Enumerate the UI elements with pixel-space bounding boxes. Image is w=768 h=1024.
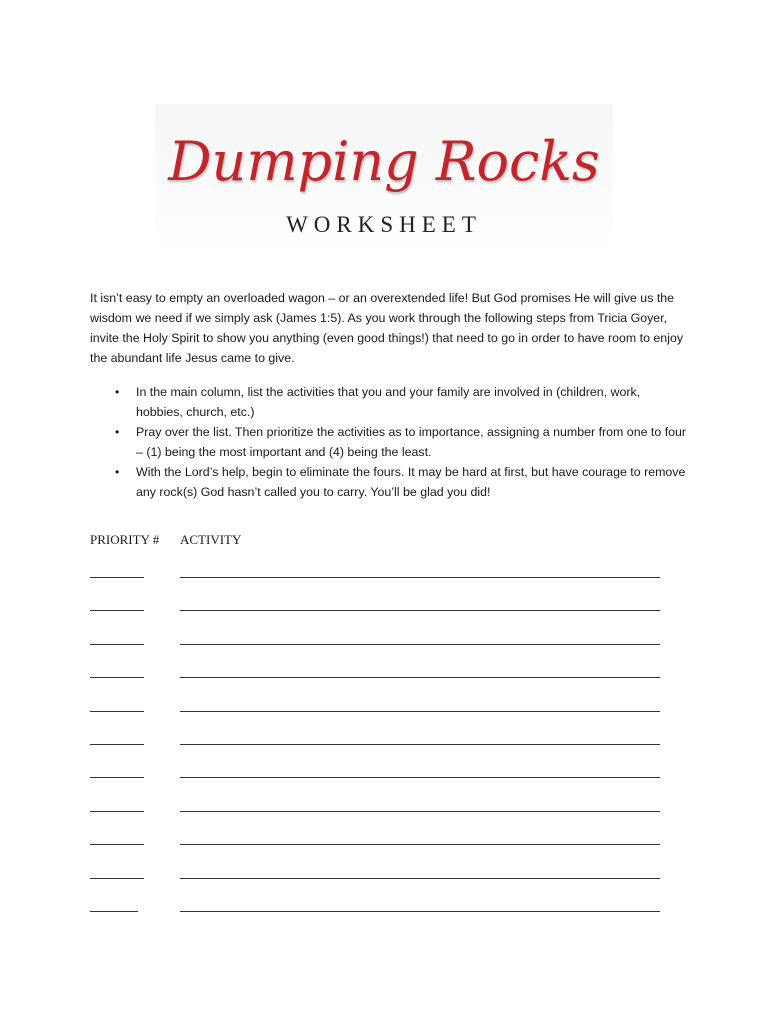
priority-blank[interactable]: [90, 577, 144, 578]
fill-in-row: [90, 869, 670, 902]
worksheet-header: [155, 104, 613, 256]
priority-blank[interactable]: [90, 911, 138, 912]
priority-blank[interactable]: [90, 844, 144, 845]
step-item: [90, 462, 690, 502]
steps-list: [90, 382, 690, 502]
activity-blank[interactable]: [180, 878, 660, 879]
fill-in-row: [90, 568, 670, 601]
fill-in-row: [90, 835, 670, 868]
fill-in-row: [90, 601, 670, 634]
activity-blank[interactable]: [180, 577, 660, 578]
fill-in-row: [90, 635, 670, 668]
step-item: [90, 382, 690, 422]
activity-blank[interactable]: [180, 844, 660, 845]
priority-blank[interactable]: [90, 811, 144, 812]
activity-blank[interactable]: [180, 744, 660, 745]
activity-blank[interactable]: [180, 677, 660, 678]
step-text: In the main column, list the activities that you and your family are involved in (children, work, hobbies, church, etc.): [136, 385, 641, 419]
priority-blank[interactable]: [90, 677, 144, 678]
worksheet-subtitle: WORKSHEET: [286, 212, 482, 237]
intro-paragraph: It isn’t easy to empty an overloaded wagon – or an overextended life! But God promises He will give us the wisdom we need if we simply ask (James 1:5). As you work through the following steps from Tricia Goyer, invite the Holy Spirit to show you anything (even good things!) that need to go in order to have room to enjoy the abundant life Jesus came to give.: [90, 291, 684, 365]
priority-blank[interactable]: [90, 644, 144, 645]
priority-blank[interactable]: [90, 878, 144, 879]
activity-blank[interactable]: [180, 610, 660, 611]
activity-blank[interactable]: [180, 644, 660, 645]
bullet-icon: •: [115, 465, 120, 479]
fill-in-row: [90, 702, 670, 735]
priority-blank[interactable]: [90, 711, 144, 712]
step-text: Pray over the list. Then prioritize the activities as to importance, assigning a number from one to four – (1) being the most important and (4) being the least.: [136, 425, 687, 459]
activity-column-header: ACTIVITY: [180, 532, 242, 547]
step-item: [90, 422, 690, 462]
priority-blank[interactable]: [90, 610, 144, 611]
step-text: With the Lord’s help, begin to eliminate the fours. It may be hard at first, but have courage to remove any rock(s) God hasn’t called you to carry. You’ll be glad you did!: [136, 465, 686, 499]
fill-in-row: [90, 768, 670, 801]
priority-blank[interactable]: [90, 777, 144, 778]
blank-rows: [90, 568, 670, 935]
bullet-icon: •: [115, 425, 120, 439]
fill-in-row: [90, 735, 670, 768]
activity-blank[interactable]: [180, 911, 660, 912]
activity-blank[interactable]: [180, 711, 660, 712]
fill-in-row: [90, 668, 670, 701]
activity-blank[interactable]: [180, 811, 660, 812]
fill-in-row: [90, 802, 670, 835]
worksheet-title: Dumping Rocks: [168, 130, 600, 193]
priority-blank[interactable]: [90, 744, 144, 745]
bullet-icon: •: [115, 385, 120, 399]
activity-blank[interactable]: [180, 777, 660, 778]
priority-column-header: PRIORITY #: [90, 532, 160, 547]
fill-in-row: [90, 902, 670, 935]
